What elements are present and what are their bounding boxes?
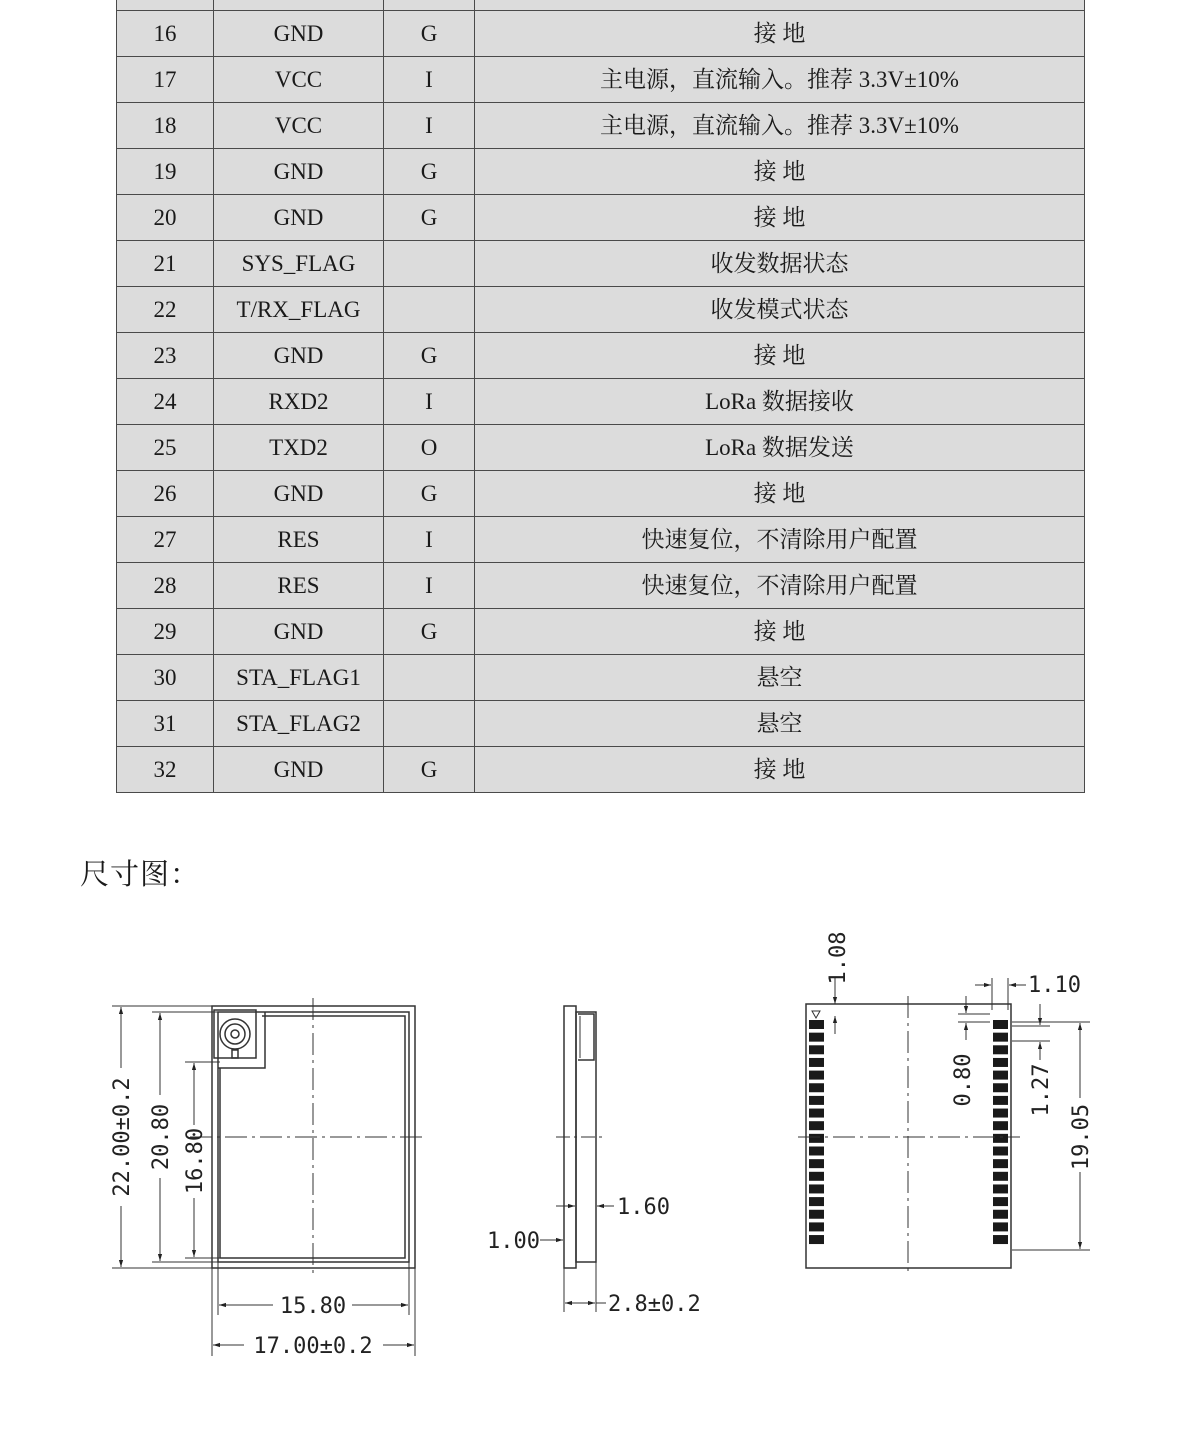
pin-description: 悬空 — [475, 655, 1085, 701]
dim-pad-size: 0.80 — [951, 1053, 976, 1107]
solder-pad — [809, 1096, 824, 1105]
solder-pad — [993, 1058, 1008, 1067]
pin-name: SYS_FLAG — [214, 241, 384, 287]
pin-type: G — [384, 471, 475, 517]
pin-number: 18 — [117, 103, 214, 149]
pin-number: 27 — [117, 517, 214, 563]
pin-number: 26 — [117, 471, 214, 517]
solder-pad — [809, 1222, 824, 1231]
solder-pad — [993, 1083, 1008, 1092]
pin-description: 接 地 — [475, 11, 1085, 57]
pin-description: 收发数据状态 — [475, 241, 1085, 287]
pin-type: I — [384, 379, 475, 425]
solder-pad — [809, 1121, 824, 1130]
solder-pad — [993, 1020, 1008, 1029]
pin-name: GND — [214, 149, 384, 195]
pin-name: VCC — [214, 103, 384, 149]
solder-pad — [809, 1083, 824, 1092]
pin-number: 17 — [117, 57, 214, 103]
pin-number: 20 — [117, 195, 214, 241]
pin-number: 22 — [117, 287, 214, 333]
dim-pcb-thickness: 1.00 — [487, 1229, 540, 1254]
solder-pad — [993, 1147, 1008, 1156]
pin-type: I — [384, 103, 475, 149]
dim-height-inner: 16.80 — [183, 1127, 208, 1195]
pin-type: G — [384, 609, 475, 655]
pin-number: 25 — [117, 425, 214, 471]
pin-name: T/RX_FLAG — [214, 287, 384, 333]
pin-name: GND — [214, 195, 384, 241]
solder-pad — [809, 1210, 824, 1219]
dim-width-total: 17.00±0.2 — [253, 1334, 373, 1359]
pin-name: TXD2 — [214, 425, 384, 471]
pin-name: GND — [214, 747, 384, 793]
solder-pad — [993, 1210, 1008, 1219]
solder-pad — [993, 1197, 1008, 1206]
dim-pin-offset: 1.08 — [826, 931, 851, 985]
dim-shield-thickness: 1.60 — [617, 1195, 670, 1220]
pin-type: I — [384, 517, 475, 563]
pin-description: LoRa 数据接收 — [475, 379, 1085, 425]
pin-name: STA_FLAG1 — [214, 655, 384, 701]
pin-type: O — [384, 425, 475, 471]
pads-right — [993, 1020, 1008, 1244]
pin-type: G — [384, 11, 475, 57]
solder-pad — [809, 1058, 824, 1067]
solder-pad — [993, 1184, 1008, 1193]
pin-description: 主电源，直流输入。推荐 3.3V±10% — [475, 103, 1085, 149]
solder-pad — [993, 1096, 1008, 1105]
dim-height-board: 20.80 — [149, 1103, 174, 1171]
dim-pad-width: 1.10 — [1028, 973, 1081, 998]
pin-name: GND — [214, 11, 384, 57]
solder-pad — [809, 1184, 824, 1193]
pin-number: 30 — [117, 655, 214, 701]
pin-number: 29 — [117, 609, 214, 655]
pin-description: LoRa 数据发送 — [475, 425, 1085, 471]
pin-description: 悬空 — [475, 701, 1085, 747]
pin-description: 接 地 — [475, 149, 1085, 195]
solder-pad — [993, 1109, 1008, 1118]
solder-pad — [809, 1147, 824, 1156]
solder-pad — [809, 1109, 824, 1118]
solder-pad — [993, 1121, 1008, 1130]
dim-height-total: 22.00±0.2 — [110, 1077, 135, 1197]
pin-type: G — [384, 149, 475, 195]
pin-name: STA_FLAG2 — [214, 701, 384, 747]
solder-pad — [809, 1172, 824, 1181]
dim-total-thickness: 2.8±0.2 — [608, 1292, 701, 1317]
pin-name: GND — [214, 471, 384, 517]
pin-type: G — [384, 747, 475, 793]
solder-pad — [809, 1020, 824, 1029]
pin-number: 16 — [117, 11, 214, 57]
pin-number: 28 — [117, 563, 214, 609]
pin-name: RES — [214, 517, 384, 563]
dim-pin-span: 19.05 — [1069, 1103, 1094, 1171]
pin-description: 接 地 — [475, 333, 1085, 379]
pin-number: 31 — [117, 701, 214, 747]
solder-pad — [993, 1134, 1008, 1143]
pin-description: 快速复位，不清除用户配置 — [475, 563, 1085, 609]
side-view — [540, 1006, 614, 1312]
pin-description: 接 地 — [475, 471, 1085, 517]
solder-pad — [993, 1045, 1008, 1054]
solder-pad — [809, 1134, 824, 1143]
solder-pad — [993, 1172, 1008, 1181]
pin-number: 24 — [117, 379, 214, 425]
pin-name: RES — [214, 563, 384, 609]
dim-pitch: 1.27 — [1029, 1063, 1054, 1117]
solder-pad — [809, 1033, 824, 1042]
top-view — [112, 998, 425, 1356]
pin-type: I — [384, 563, 475, 609]
solder-pad — [993, 1033, 1008, 1042]
solder-pad — [993, 1159, 1008, 1168]
pin-number: 21 — [117, 241, 214, 287]
pin-name: VCC — [214, 57, 384, 103]
pin1-marker — [812, 1011, 820, 1018]
pin-description: 收发模式状态 — [475, 287, 1085, 333]
pin-number: 32 — [117, 747, 214, 793]
dimension-heading: 尺寸图： — [80, 859, 201, 891]
pin-description: 主电源，直流输入。推荐 3.3V±10% — [475, 57, 1085, 103]
solder-pad — [809, 1071, 824, 1080]
pin-name: GND — [214, 333, 384, 379]
pin-description: 接 地 — [475, 609, 1085, 655]
solder-pad — [993, 1222, 1008, 1231]
pin-description: 接 地 — [475, 747, 1085, 793]
bottom-view — [798, 978, 1090, 1276]
pin-type: G — [384, 195, 475, 241]
pads-left — [809, 1020, 824, 1244]
pin-description: 接 地 — [475, 195, 1085, 241]
pin-number: 23 — [117, 333, 214, 379]
dim-width-inner: 15.80 — [279, 1294, 347, 1319]
pin-number: 19 — [117, 149, 214, 195]
pin-description: 快速复位，不清除用户配置 — [475, 517, 1085, 563]
solder-pad — [809, 1235, 824, 1244]
solder-pad — [809, 1045, 824, 1054]
pin-type: I — [384, 57, 475, 103]
solder-pad — [809, 1159, 824, 1168]
pin-name: RXD2 — [214, 379, 384, 425]
solder-pad — [809, 1197, 824, 1206]
pin-type: G — [384, 333, 475, 379]
pin-name: GND — [214, 609, 384, 655]
solder-pad — [993, 1235, 1008, 1244]
solder-pad — [993, 1071, 1008, 1080]
